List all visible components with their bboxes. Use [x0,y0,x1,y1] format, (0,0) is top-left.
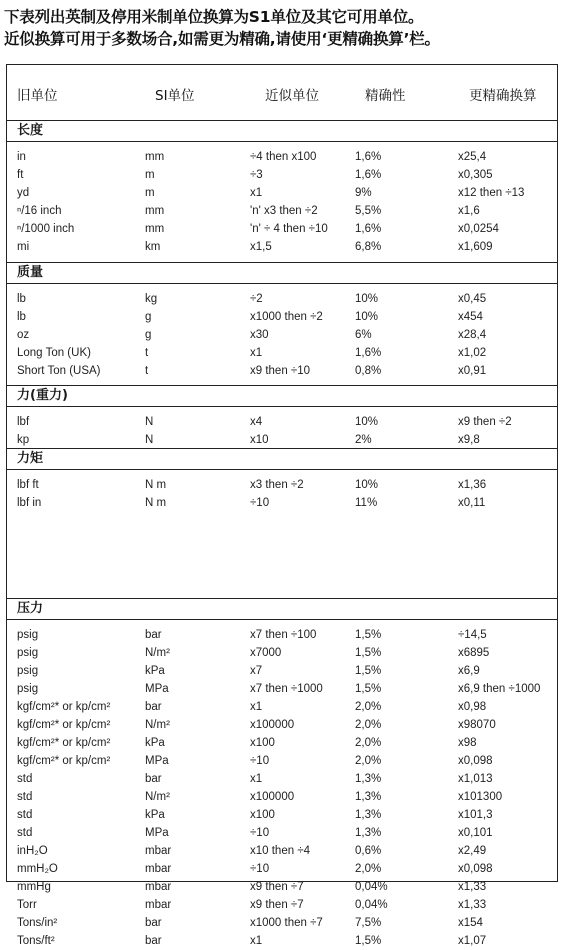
cell-precise: x9 then ÷2 [458,416,512,428]
cell-old-unit: Long Ton (UK) [17,347,91,359]
cell-si-unit: N [145,416,154,428]
cell-accuracy: 6,8% [355,241,382,253]
cell-si-unit: kPa [145,737,165,749]
table-row [7,806,557,824]
cell-accuracy: 1,5% [355,665,382,677]
table-row [7,308,557,326]
table-row [7,860,557,878]
cell-si-unit: mbar [145,881,172,893]
section-title-label: 长度 [17,123,44,138]
cell-approx: x7000 [250,647,282,659]
cell-precise: x0,101 [458,827,493,839]
cell-old-unit: mmH₂O [17,863,58,875]
cell-old-unit: std [17,791,33,803]
cell-accuracy: 1,3% [355,773,382,785]
cell-si-unit: N [145,434,154,446]
cell-precise: x98070 [458,719,496,731]
table-row [7,220,557,238]
cell-si-unit: N/m² [145,719,170,731]
table-row [7,788,557,806]
section-title [7,598,557,620]
cell-approx: x100 [250,809,275,821]
cell-si-unit: kPa [145,809,165,821]
section-title [7,385,557,407]
cell-precise: x0,11 [458,497,486,509]
cell-accuracy: 0,6% [355,845,382,857]
cell-precise: x6,9 [458,665,480,677]
cell-old-unit: ⁿ/16 inch [17,205,62,217]
cell-approx: x7 then ÷1000 [250,683,323,695]
cell-accuracy: 1,3% [355,827,382,839]
cell-precise: x0,305 [458,169,493,181]
cell-old-unit: Short Ton (USA) [17,365,101,377]
cell-old-unit: psig [17,629,39,641]
cell-si-unit: bar [145,773,162,785]
cell-si-unit: N m [145,497,167,509]
cell-precise: x0,098 [458,863,493,875]
cell-accuracy: 10% [355,293,379,305]
cell-accuracy: 1,5% [355,683,382,695]
cell-accuracy: 1,6% [355,151,382,163]
cell-approx: x4 [250,416,263,428]
cell-precise: x1,07 [458,935,487,947]
cell-approx: x100000 [250,791,295,803]
header-approx: 近似单位 [265,88,319,104]
cell-old-unit: psig [17,665,39,677]
table-row [7,494,557,512]
cell-si-unit: N/m² [145,791,170,803]
cell-approx: ÷3 [250,169,263,181]
cell-approx: ÷2 [250,293,263,305]
table-row [7,878,557,896]
table-row [7,752,557,770]
cell-accuracy: 6% [355,329,372,341]
section-title-label: 力(重力) [17,388,68,403]
cell-approx: x9 then ÷7 [250,881,304,893]
cell-si-unit: mm [145,223,165,235]
cell-accuracy: 7,5% [355,917,382,929]
cell-precise: x1,6 [458,205,480,217]
cell-precise: x2,49 [458,845,487,857]
table-row [7,476,557,494]
cell-old-unit: inH₂O [17,845,48,857]
section-title [7,262,557,284]
section-title-label: 力矩 [17,451,44,466]
cell-approx: x1 [250,935,263,947]
cell-old-unit: kgf/cm²* or kp/cm² [17,701,111,713]
cell-si-unit: MPa [145,755,169,767]
cell-old-unit: lbf [17,416,30,428]
cell-si-unit: kg [145,293,158,305]
cell-si-unit: t [145,347,149,359]
cell-old-unit: lb [17,293,26,305]
cell-old-unit: mmHg [17,881,51,893]
table-row [7,626,557,644]
cell-accuracy: 1,6% [355,347,382,359]
cell-precise: ÷14,5 [458,629,487,641]
table-row [7,202,557,220]
cell-precise: x6,9 then ÷1000 [458,683,541,695]
cell-precise: x1,33 [458,881,487,893]
cell-si-unit: MPa [145,683,169,695]
cell-accuracy: 0,04% [355,881,388,893]
cell-precise: x0,0254 [458,223,499,235]
table-row [7,413,557,431]
table-header [7,65,557,119]
cell-old-unit: Torr [17,899,37,911]
cell-si-unit: mbar [145,845,172,857]
cell-precise: x1,02 [458,347,487,359]
cell-si-unit: t [145,365,149,377]
cell-old-unit: mi [17,241,30,253]
cell-precise: x154 [458,917,483,929]
cell-si-unit: kPa [145,665,165,677]
section-title-label: 压力 [17,601,44,616]
cell-old-unit: oz [17,329,30,341]
cell-old-unit: psig [17,647,39,659]
cell-old-unit: lbf in [17,497,42,509]
table-row [7,148,557,166]
cell-accuracy: 1,5% [355,629,382,641]
cell-precise: x454 [458,311,483,323]
table-row [7,842,557,860]
cell-precise: x101,3 [458,809,493,821]
cell-accuracy: 1,5% [355,935,382,947]
cell-accuracy: 2,0% [355,701,382,713]
table-row [7,644,557,662]
cell-accuracy: 2,0% [355,863,382,875]
header-precise: 更精确换算 [469,88,537,104]
cell-approx: 'n' ÷ 4 then ÷10 [250,223,328,235]
cell-approx: x9 then ÷7 [250,899,304,911]
table-row [7,431,557,449]
cell-precise: x101300 [458,791,503,803]
cell-accuracy: 9% [355,187,372,199]
cell-approx: x1 [250,187,263,199]
intro-line-1: 下表列出英制及停用米制单位换算为S1单位及其它可用单位。 [4,8,424,26]
cell-accuracy: 5,5% [355,205,382,217]
cell-approx: ÷10 [250,863,270,875]
cell-old-unit: std [17,773,33,785]
cell-approx: x1 [250,773,263,785]
table-row [7,680,557,698]
table-row [7,362,557,380]
cell-precise: x0,45 [458,293,487,305]
cell-accuracy: 10% [355,311,379,323]
cell-approx: x30 [250,329,269,341]
cell-old-unit: lbf ft [17,479,39,491]
table-row [7,326,557,344]
cell-accuracy: 11% [355,497,378,509]
cell-approx: ÷10 [250,497,270,509]
cell-approx: x1000 then ÷2 [250,311,323,323]
table-row [7,698,557,716]
cell-approx: ÷4 then x100 [250,151,317,163]
cell-approx: x1,5 [250,241,272,253]
cell-si-unit: bar [145,935,162,947]
cell-si-unit: N m [145,479,167,491]
header-old-unit: 旧单位 [17,88,58,104]
section-title [7,120,557,142]
cell-old-unit: kgf/cm²* or kp/cm² [17,737,111,749]
cell-approx: x7 [250,665,263,677]
cell-old-unit: Tons/ft² [17,935,55,947]
cell-si-unit: m [145,169,155,181]
intro-line-2: 近似换算可用于多数场合,如需更为精确,请使用‘更精确换算’栏。 [4,30,440,48]
cell-old-unit: ⁿ/1000 inch [17,223,75,235]
cell-precise: x6895 [458,647,490,659]
table-row [7,238,557,256]
table-row [7,290,557,308]
cell-accuracy: 2% [355,434,372,446]
section-title [7,448,557,470]
cell-precise: x28,4 [458,329,487,341]
cell-accuracy: 1,5% [355,647,382,659]
cell-approx: ÷10 [250,755,270,767]
table-row [7,932,557,950]
table-row [7,734,557,752]
table-row [7,662,557,680]
cell-si-unit: bar [145,629,162,641]
cell-old-unit: in [17,151,26,163]
cell-si-unit: g [145,329,152,341]
cell-accuracy: 2,0% [355,737,382,749]
cell-precise: x1,36 [458,479,487,491]
cell-si-unit: mbar [145,899,172,911]
cell-accuracy: 1,6% [355,223,382,235]
table-row [7,184,557,202]
cell-si-unit: N/m² [145,647,170,659]
cell-si-unit: bar [145,701,162,713]
table-row [7,824,557,842]
conversion-table [6,64,558,947]
cell-approx: x10 [250,434,269,446]
cell-accuracy: 10% [355,416,379,428]
cell-si-unit: mm [145,151,165,163]
cell-approx: x9 then ÷10 [250,365,311,377]
cell-si-unit: m [145,187,155,199]
cell-old-unit: kp [17,434,30,446]
table-row [7,344,557,362]
header-si-unit: SI单位 [155,88,195,104]
cell-accuracy: 1,3% [355,791,382,803]
cell-accuracy: 2,0% [355,755,382,767]
cell-precise: x9,8 [458,434,480,446]
cell-si-unit: mm [145,205,165,217]
cell-si-unit: mbar [145,863,172,875]
cell-precise: x98 [458,737,477,749]
cell-approx: ÷10 [250,827,270,839]
header-accuracy: 精确性 [365,88,406,104]
cell-approx: 'n' x3 then ÷2 [250,205,318,217]
cell-precise: x0,98 [458,701,487,713]
cell-old-unit: std [17,827,33,839]
cell-approx: x100 [250,737,275,749]
table-row [7,896,557,914]
cell-accuracy: 0,8% [355,365,382,377]
intro-text [4,6,564,50]
cell-approx: x10 then ÷4 [250,845,311,857]
cell-approx: x7 then ÷100 [250,629,317,641]
cell-approx: x1 [250,701,263,713]
cell-si-unit: MPa [145,827,169,839]
cell-old-unit: psig [17,683,39,695]
cell-approx: x1000 then ÷7 [250,917,323,929]
cell-accuracy: 2,0% [355,719,382,731]
cell-accuracy: 0,04% [355,899,388,911]
cell-accuracy: 1,3% [355,809,382,821]
cell-accuracy: 1,6% [355,169,382,181]
section-title-label: 质量 [17,265,44,280]
cell-old-unit: std [17,809,33,821]
table-row [7,716,557,734]
cell-old-unit: Tons/in² [17,917,58,929]
cell-approx: x1 [250,347,263,359]
cell-precise: x1,609 [458,241,493,253]
cell-si-unit: km [145,241,161,253]
cell-old-unit: kgf/cm²* or kp/cm² [17,719,111,731]
table-row [7,770,557,788]
cell-accuracy: 10% [355,479,379,491]
cell-si-unit: bar [145,917,162,929]
cell-old-unit: lb [17,311,26,323]
cell-si-unit: g [145,311,152,323]
cell-old-unit: kgf/cm²* or kp/cm² [17,755,111,767]
cell-precise: x0,098 [458,755,493,767]
cell-precise: x1,013 [458,773,493,785]
table-row [7,914,557,932]
cell-approx: x100000 [250,719,295,731]
cell-precise: x0,91 [458,365,487,377]
table-row [7,166,557,184]
cell-approx: x3 then ÷2 [250,479,304,491]
cell-precise: x25,4 [458,151,487,163]
cell-old-unit: ft [17,169,24,181]
cell-precise: x12 then ÷13 [458,187,525,199]
cell-old-unit: yd [17,187,30,199]
cell-precise: x1,33 [458,899,487,911]
